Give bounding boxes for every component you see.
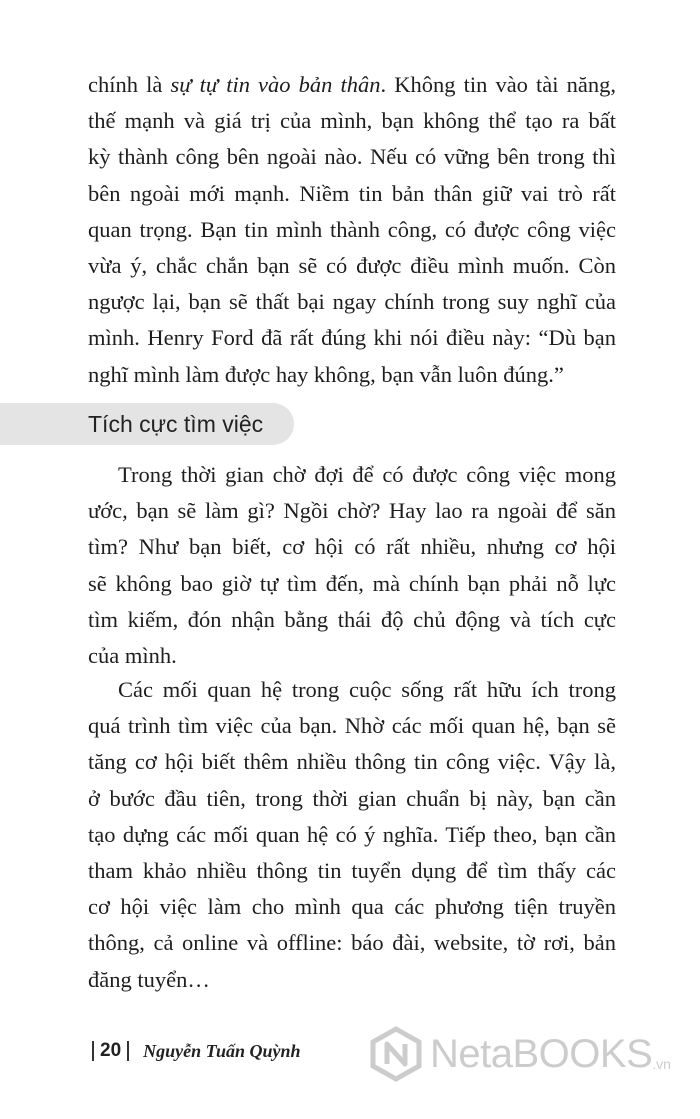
text-line: mình. Henry Ford đã rất đúng khi nói điều này: “Dù bạn xyxy=(88,325,616,351)
paragraph-top xyxy=(88,67,616,393)
text-line: tìm kiếm, đón nhận bằng thái độ chủ động và tích cực xyxy=(88,606,616,632)
text-line: đăng tuyển… xyxy=(88,966,210,992)
watermark-suffix: .vn xyxy=(652,1056,671,1072)
text-line: ở bước đầu tiên, trong thời gian chuẩn bị này, bạn cần xyxy=(88,785,616,811)
text-run: chính là xyxy=(88,72,171,97)
watermark-text: NetaBOOKS xyxy=(430,1031,653,1076)
watermark-logo xyxy=(368,1022,688,1086)
text-line: bên ngoài mới mạnh. Niềm tin bản thân giữ vai trò rất xyxy=(88,180,616,206)
emphasized-phrase: sự tự tin vào bản thân xyxy=(170,72,381,97)
paragraph-3 xyxy=(88,672,616,998)
text-line: tạo dựng các mối quan hệ có ý nghĩa. Tiếp theo, bạn cần xyxy=(88,821,616,847)
text-line: quá trình tìm việc của bạn. Nhờ các mối quan hệ, bạn sẽ xyxy=(88,713,616,739)
text-line xyxy=(88,67,616,103)
text-line: cơ hội việc làm cho mình qua các phương tiện truyền xyxy=(88,894,616,920)
footer-divider xyxy=(127,1041,129,1061)
text-line: kỳ thành công bên ngoài nào. Nếu có vững bên trong thì xyxy=(88,144,616,170)
paragraph-2 xyxy=(88,457,616,674)
text-run: . Không tin vào tài năng, xyxy=(380,72,616,97)
text-line: quan trọng. Bạn tin mình thành công, có được công việc xyxy=(88,216,616,242)
page-number: 20 xyxy=(100,1040,122,1061)
text-line: ngược lại, bạn sẽ thất bại ngay chính trong suy nghĩ của xyxy=(88,289,616,315)
text-line: vừa ý, chắc chắn bạn sẽ có được điều mình muốn. Còn xyxy=(88,252,616,278)
text-line: thế mạnh và giá trị của mình, bạn không thể tạo ra bất xyxy=(88,108,616,134)
page-footer xyxy=(86,1040,301,1062)
text-line: ước, bạn sẽ làm gì? Ngồi chờ? Hay lao ra ngoài để săn xyxy=(88,498,616,524)
text-line: sẽ không bao giờ tự tìm đến, mà chính bạn phải nỗ lực xyxy=(88,570,616,596)
text-line: nghĩ mình làm được hay không, bạn vẫn luôn đúng.” xyxy=(88,361,564,387)
footer-divider xyxy=(92,1041,94,1061)
text-line: thông, cả online và offline: báo đài, website, tờ rơi, bản xyxy=(88,930,616,956)
author-name: Nguyễn Tuấn Quỳnh xyxy=(143,1040,301,1061)
text-line: Các mối quan hệ trong cuộc sống rất hữu ích trong xyxy=(118,677,616,702)
text-line: tăng cơ hội biết thêm nhiều thông tin công việc. Vậy là, xyxy=(88,749,616,775)
text-line: Trong thời gian chờ đợi để có được công việc mong xyxy=(118,462,616,487)
section-heading: Tích cực tìm việc xyxy=(88,411,264,437)
text-line: tìm? Như bạn biết, cơ hội có rất nhiều, nhưng cơ hội xyxy=(88,534,616,560)
neta-logo-icon xyxy=(368,1026,424,1082)
text-line: của mình. xyxy=(88,642,177,668)
text-line: tham khảo nhiều thông tin tuyển dụng để tìm thấy các xyxy=(88,857,616,883)
